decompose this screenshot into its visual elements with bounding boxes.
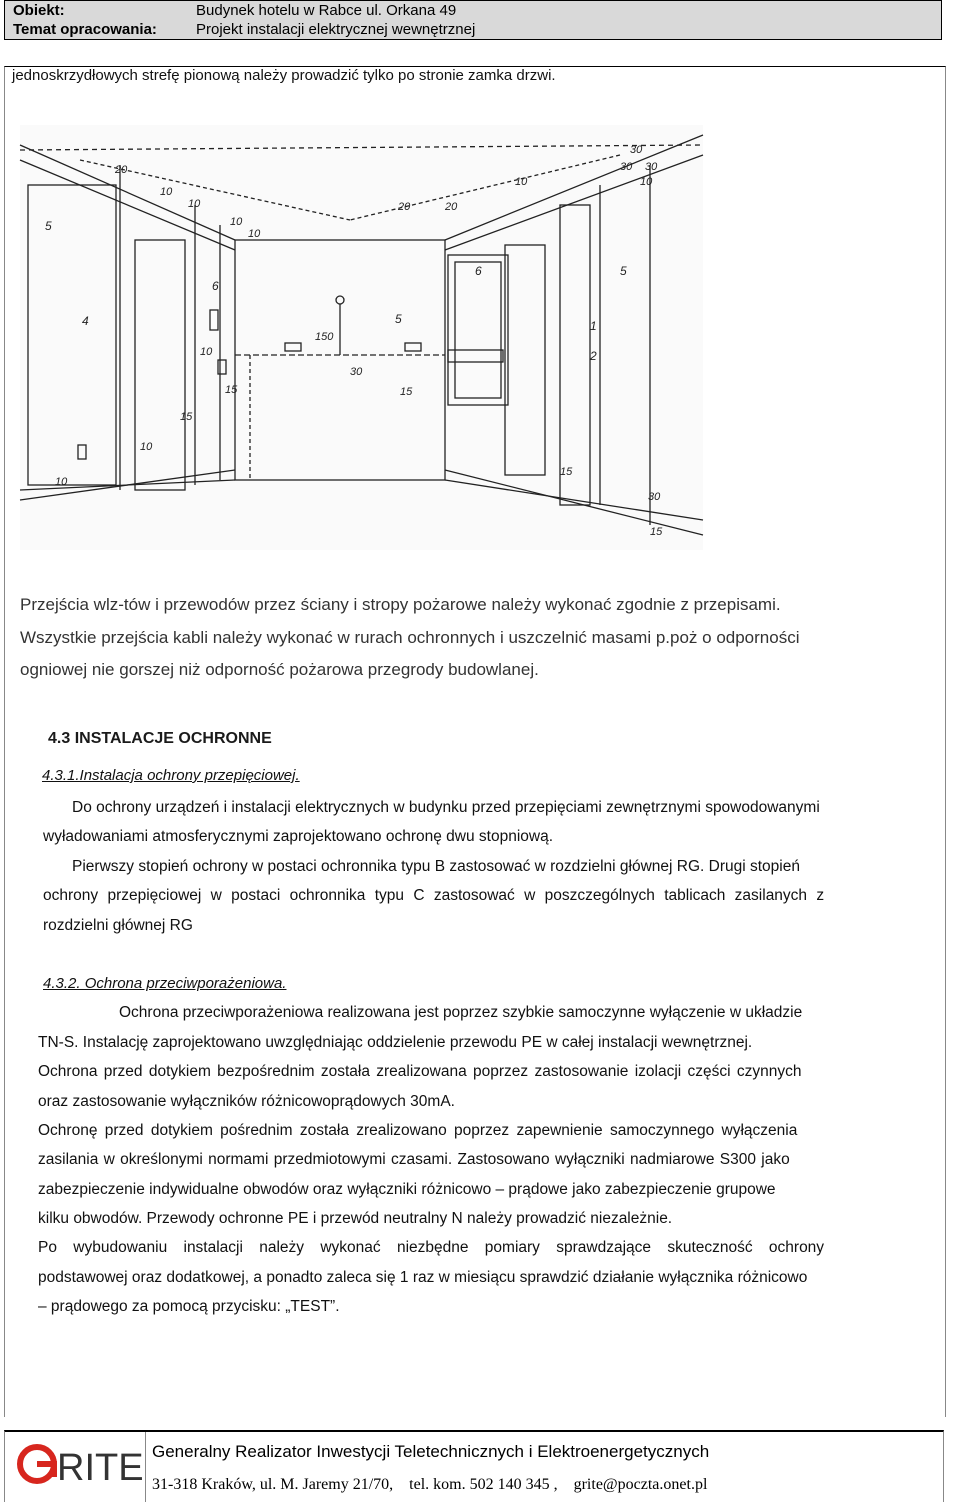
- marker-label: 1: [590, 319, 597, 333]
- sub2-line: podstawowej oraz dodatkowej, a ponadto zaleca się 1 raz w miesiącu sprawdzić działanie wyłącznika różnicowo: [38, 1269, 808, 1286]
- intro-line: jednoskrzydłowych strefę pionową należy prowadzić tylko po stronie zamka drzwi.: [12, 67, 556, 84]
- sub2-heading: 4.3.2. Ochrona przeciwporażeniowa.: [43, 975, 287, 992]
- dimension-label: 30: [620, 161, 633, 173]
- dimension-label: 30: [630, 144, 643, 156]
- dimension-label: 20: [115, 164, 128, 176]
- sub1-line: Pierwszy stopień ochrony w postaci ochronnika typu B zastosować w rozdzielni głównej RG. Drugi stopień: [72, 858, 800, 875]
- sub2-line: Ochronę przed dotykiem pośrednim została zrealizowano poprzez zapewnienie samoczynnego wyłączenia: [38, 1122, 798, 1139]
- marker-label: 2: [590, 349, 597, 363]
- sub1-line: Do ochrony urządzeń i instalacji elektrycznych w budynku przed przepięciami zewnętrznymi spowodowanymi: [72, 799, 820, 816]
- footer-phone: tel. kom. 502 140 345 ,: [409, 1476, 558, 1493]
- dimension-label: 15: [650, 526, 663, 538]
- sub2-line: Po wybudowaniu instalacji należy wykonać niezbędne pomiary sprawdzające skuteczność ochrony: [38, 1239, 825, 1256]
- footer-separator: [145, 1432, 146, 1502]
- sub2-line: zabezpieczenie indywidualne obwodów oraz wyłączniki różnicowo – prądowe jako zabezpieczenie grupowe: [38, 1181, 776, 1198]
- dimension-label: 10: [55, 476, 68, 488]
- dimension-label: 15: [180, 411, 193, 423]
- dimension-label: 10: [248, 228, 261, 240]
- object-value: Budynek hotelu w Rabce ul. Orkana 49: [196, 2, 457, 19]
- dimension-label: 30: [350, 366, 363, 378]
- sub2-line: TN-S. Instalację zaprojektowano uwzględniając oddzielenie przewodu PE w całej instalacji wewnętrznej.: [38, 1034, 753, 1051]
- sub1-heading: 4.3.1.Instalacja ochrony przepięciowej.: [42, 767, 300, 784]
- footer-address: 31-318 Kraków, ul. M. Jaremy 21/70,: [152, 1476, 394, 1493]
- room-installation-drawing: [20, 125, 703, 550]
- document-header: [4, 0, 942, 40]
- dimension-label: 15: [400, 386, 413, 398]
- topic-value: Projekt instalacji elektrycznej wewnętrznej: [196, 21, 476, 38]
- marker-label: 5: [395, 312, 402, 326]
- object-label: Obiekt:: [13, 2, 65, 19]
- dimension-label: 30: [648, 491, 661, 503]
- dimension-label: 10: [640, 176, 653, 188]
- marker-label: 4: [82, 314, 89, 328]
- marker-label: 6: [475, 264, 482, 278]
- sub2-line: Ochrona przeciwporażeniowa realizowana jest poprzez szybkie samoczynne wyłączenie w układzie: [119, 1004, 803, 1021]
- sub1-line: rozdzielni głównej RG: [43, 917, 193, 934]
- footer-contact: [152, 1476, 719, 1494]
- dimension-label: 30: [645, 161, 658, 173]
- dimension-label: 10: [230, 216, 243, 228]
- sub2-line: Ochrona przed dotykiem bezpośrednim została zrealizowana poprzez zastosowanie izolacji części czynnych: [38, 1063, 802, 1080]
- dimension-label: 20: [445, 201, 458, 213]
- logo-text: RITE: [57, 1447, 144, 1489]
- document-footer: [4, 1430, 944, 1502]
- sub2-line: kilku obwodów. Przewody ochronne PE i przewód neutralny N należy prowadzić niezależnie.: [38, 1210, 673, 1227]
- sub1-line: ochrony przepięciowej w postaci ochronnika typu C zastosować w poszczególnych tablicach zasilanych z: [43, 887, 825, 904]
- marker-label: 5: [45, 219, 52, 233]
- dimension-label: 10: [200, 346, 213, 358]
- section-heading: 4.3 INSTALACJE OCHRONNE: [48, 730, 272, 747]
- passage-line: ogniowej nie gorszej niż odporność pożarowa przegrody budowlanej.: [20, 660, 539, 679]
- dimension-label: 10: [188, 198, 201, 210]
- passage-line: Wszystkie przejścia kabli należy wykonać w rurach ochronnych i uszczelnić masami p.poż o odporności: [20, 628, 800, 647]
- grite-logo: [17, 1444, 144, 1489]
- dimension-label: 15: [560, 466, 573, 478]
- footer-company: Generalny Realizator Inwestycji Teletechnicznych i Elektroenergetycznych: [152, 1442, 710, 1461]
- dimension-label: 15: [225, 384, 238, 396]
- marker-label: 5: [620, 264, 627, 278]
- dimension-label: 20: [398, 201, 411, 213]
- dimension-label: 150: [315, 331, 334, 343]
- marker-label: 6: [212, 279, 219, 293]
- sub2-line: oraz zastosowanie wyłączników różnicowoprądowych 30mA.: [38, 1093, 455, 1110]
- footer-email: grite@poczta.onet.pl: [573, 1476, 708, 1493]
- sub1-line: wyładowaniami atmosferycznymi zaprojektowano ochronę dwu stopniową.: [43, 828, 554, 845]
- passage-line: Przejścia wlz-tów i przewodów przez ściany i stropy pożarowe należy wykonać zgodnie z przepisami.: [20, 595, 781, 614]
- dimension-label: 10: [160, 186, 173, 198]
- topic-label: Temat opracowania:: [13, 21, 157, 38]
- dimension-label: 10: [515, 176, 528, 188]
- sub2-line: zasilania w określonymi normami przedmiotowymi czasami. Zastosowano wyłączniki nadmiarowe S300 jako: [38, 1151, 790, 1168]
- sub2-line: – prądowego za pomocą przycisku: „TEST”.: [38, 1298, 340, 1315]
- dimension-label: 10: [140, 441, 153, 453]
